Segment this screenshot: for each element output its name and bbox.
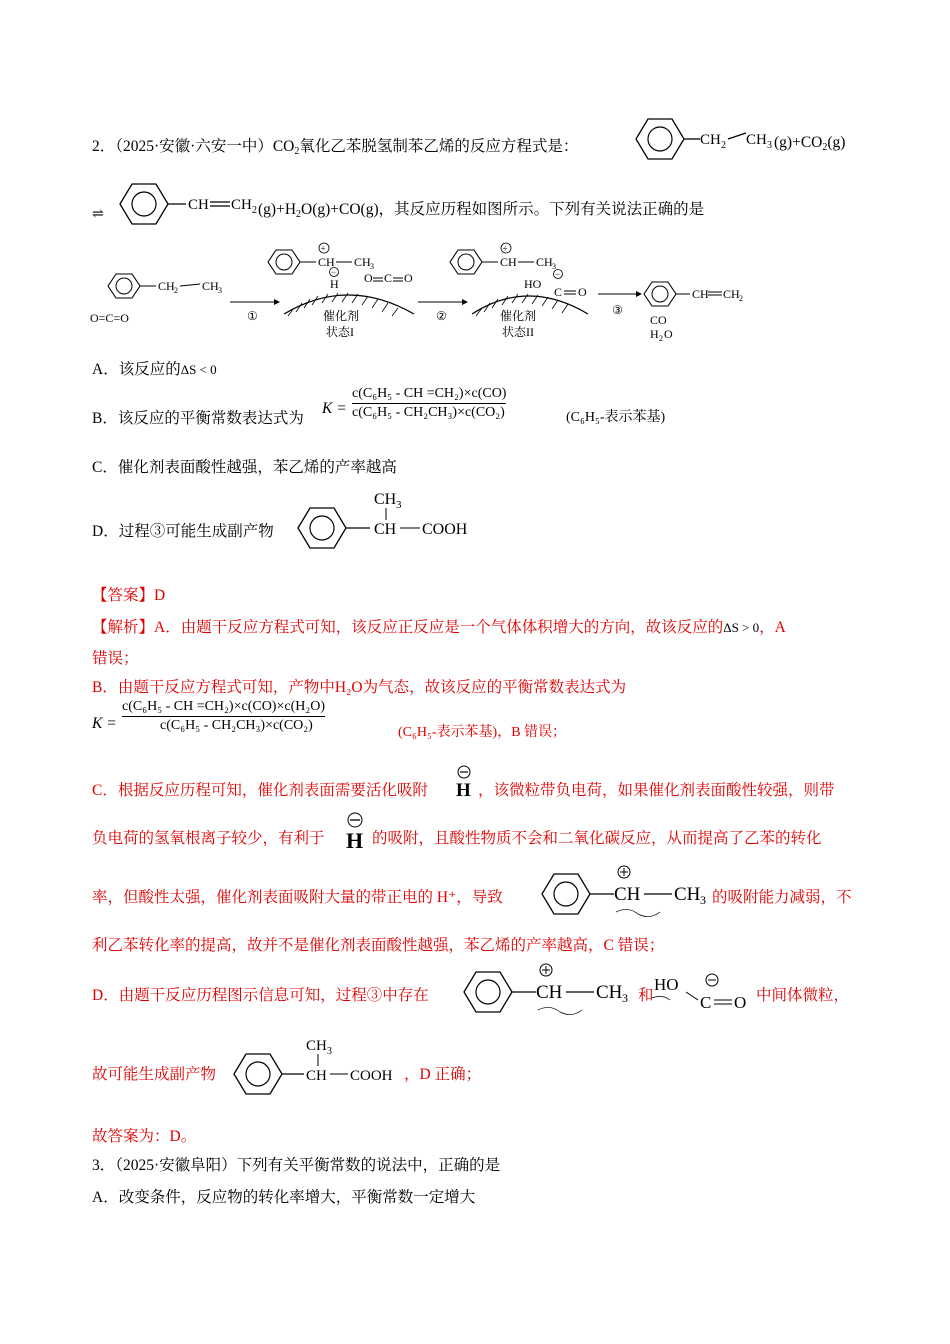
svg-text:C: C [384,271,393,285]
svg-text:CH: CH [674,884,701,905]
hydride-ion-1 [454,764,478,800]
svg-text:H: H [330,277,339,291]
conclusion: 故答案为：D。 [92,1128,197,1145]
svg-text:C: C [554,285,563,299]
svg-text:CH: CH [692,287,709,301]
q3-stem: 3．（2025·安徽阜阳）下列有关平衡常数的说法中，正确的是 [92,1157,501,1174]
explanation-a: 【解析】A．由题干反应方程式可知，该反应正反应是一个气体体积增大的方向，故该反应的ΔS > 0，A [92,619,786,636]
svg-text:状态I: 状态I [326,325,354,339]
reaction-mechanism-scheme [88,236,768,346]
svg-text:②: ② [436,309,447,323]
explanation-c-line2a: 负电荷的氢氧根离子较少，有利于 [92,830,325,847]
svg-text:CH: CH [746,132,767,148]
svg-text:CH: CH [374,491,397,508]
carbocation-structure-2 [460,960,640,1022]
eq1-tail: $(g)+CO_2(g)$ [774,134,846,153]
byproduct-structure [290,484,490,560]
carbocation-structure-1 [538,862,718,924]
explanation-c-line1b: ，该微粒带负电荷，如果催化剂表面酸性较强，则带 [478,782,835,799]
svg-text:+: + [320,243,326,254]
explanation-c-line1: C．根据反应历程可知，催化剂表面需要活化吸附 [92,782,428,799]
svg-text:H: H [346,828,364,853]
svg-text:3: 3 [767,140,772,151]
byproduct-structure-2 [228,1030,428,1106]
svg-text:+: + [502,243,508,254]
bicarbonate-like-structure [652,968,760,1018]
option-b-fraction: c(C₆H₅ - CH =CH₂)×c(CO) c(C₆H₅ - CH₂CH₃)×c(CO₂) [352,386,507,420]
svg-text:CH: CH [202,279,219,293]
answer-label: 【答案】D [92,587,166,604]
svg-text:O: O [404,271,413,285]
explanation-c-line3a: 率，但酸性太强，催化剂表面吸附大量的带正电的 H⁺，导致 [92,889,503,906]
svg-text:CH: CH [306,1038,327,1054]
option-b-note: (C₆H₅-表示苯基) [566,410,666,425]
explanation-d-line2a: 故可能生成副产物 [92,1066,217,1083]
svg-text:CH: CH [614,884,641,905]
explanation-b-fraction: c(C₆H₅ - CH =CH₂)×c(CO)×c(H₂O) c(C₆H₅ - CH₂CH₃)×c(CO₂) [122,699,325,733]
svg-text:③: ③ [612,303,623,317]
svg-text:2: 2 [659,334,663,343]
equilibrium-arrow: ⇌ [92,207,104,222]
svg-text:HO: HO [654,975,679,994]
svg-text:CH: CH [158,279,175,293]
svg-text:2: 2 [739,294,743,303]
svg-text:CO: CO [650,313,667,327]
svg-text:COOH: COOH [422,521,468,538]
explanation-d-line2b: ，D 正确； [404,1066,482,1083]
svg-text:C: C [700,993,712,1012]
svg-text:3: 3 [700,893,706,907]
svg-text:−: − [331,267,337,277]
explanation-d-line1c: 中间体微粒， [756,987,850,1004]
option-c: C．催化剂表面酸性越强，苯乙烯的产率越高 [92,459,397,476]
svg-text:3: 3 [552,262,556,271]
svg-text:2: 2 [174,286,178,295]
svg-text:2: 2 [721,140,726,151]
explanation-b: B．由题干反应方程式可知，产物中H₂O为气态，故该反应的平衡常数表达式为 [92,679,627,696]
svg-text:O: O [578,285,587,299]
q3-option-a: A．改变条件，反应物的转化率增大，平衡常数一定增大 [92,1189,476,1206]
option-b-k: K = [322,400,347,417]
svg-text:H: H [456,780,471,801]
svg-text:COOH: COOH [350,1068,393,1084]
svg-text:2: 2 [252,205,257,216]
svg-text:CH: CH [700,132,721,148]
explanation-c-line3b: 的吸附能力减弱，不 [712,889,852,906]
option-d: D．过程③可能生成副产物 [92,523,274,540]
explanation-c-line2b: 的吸附，且酸性物质不会和二氧化碳反应，从而提高了乙苯的转化 [372,830,822,847]
svg-text:3: 3 [370,262,374,271]
svg-text:HO: HO [524,277,542,291]
svg-text:CH: CH [500,255,517,269]
svg-text:O: O [364,271,373,285]
explanation-b-k: K = [92,715,117,732]
svg-text:CH: CH [536,982,563,1003]
eq2-tail: $(g)+H_2O(g)+CO(g)$，其反应历程如图所示。下列有关说法正确的是 [258,201,705,220]
svg-text:O: O [734,993,747,1012]
svg-text:CH: CH [723,287,740,301]
svg-text:CH: CH [318,255,335,269]
svg-text:3: 3 [396,499,402,511]
svg-text:CH: CH [536,255,553,269]
explanation-d-and: 和 [638,987,654,1004]
svg-text:H: H [650,327,659,341]
svg-text:催化剂: 催化剂 [500,309,537,323]
explanation-c-line4: 利乙苯转化率的提高，故并不是催化剂表面酸性越强，苯乙烯的产率越高，C 错误； [92,937,665,954]
explanation-a-line2: 错误； [92,650,139,667]
svg-text:CH: CH [596,982,623,1003]
q2-stem: 2．（2025·安徽·六安一中）$CO_2$氧化乙苯脱氢制苯乙烯的反应方程式是： [92,138,579,157]
svg-text:催化剂: 催化剂 [323,309,360,323]
svg-text:CH: CH [306,1068,327,1084]
styrene-structure [112,180,272,232]
svg-text:O=C=O: O=C=O [90,311,129,325]
svg-text:O: O [664,327,673,341]
svg-text:①: ① [247,309,258,323]
svg-text:3: 3 [327,1046,332,1057]
svg-text:3: 3 [218,286,222,295]
explanation-d-line1a: D．由题干反应历程图示信息可知，过程③中存在 [92,987,429,1004]
svg-text:3: 3 [622,991,628,1005]
svg-text:状态II: 状态II [502,325,534,339]
explanation-b-note: (C₆H₅-表示苯基)，B 错误； [398,725,567,740]
svg-text:−: − [555,269,561,279]
hydride-ion-2 [344,812,370,852]
svg-text:CH: CH [231,197,252,213]
svg-text:CH: CH [354,255,371,269]
option-b: B．该反应的平衡常数表达式为 [92,410,304,427]
option-a: A．该反应的ΔS < 0 [92,361,217,378]
svg-text:CH: CH [374,521,397,538]
svg-text:CH: CH [188,197,209,213]
